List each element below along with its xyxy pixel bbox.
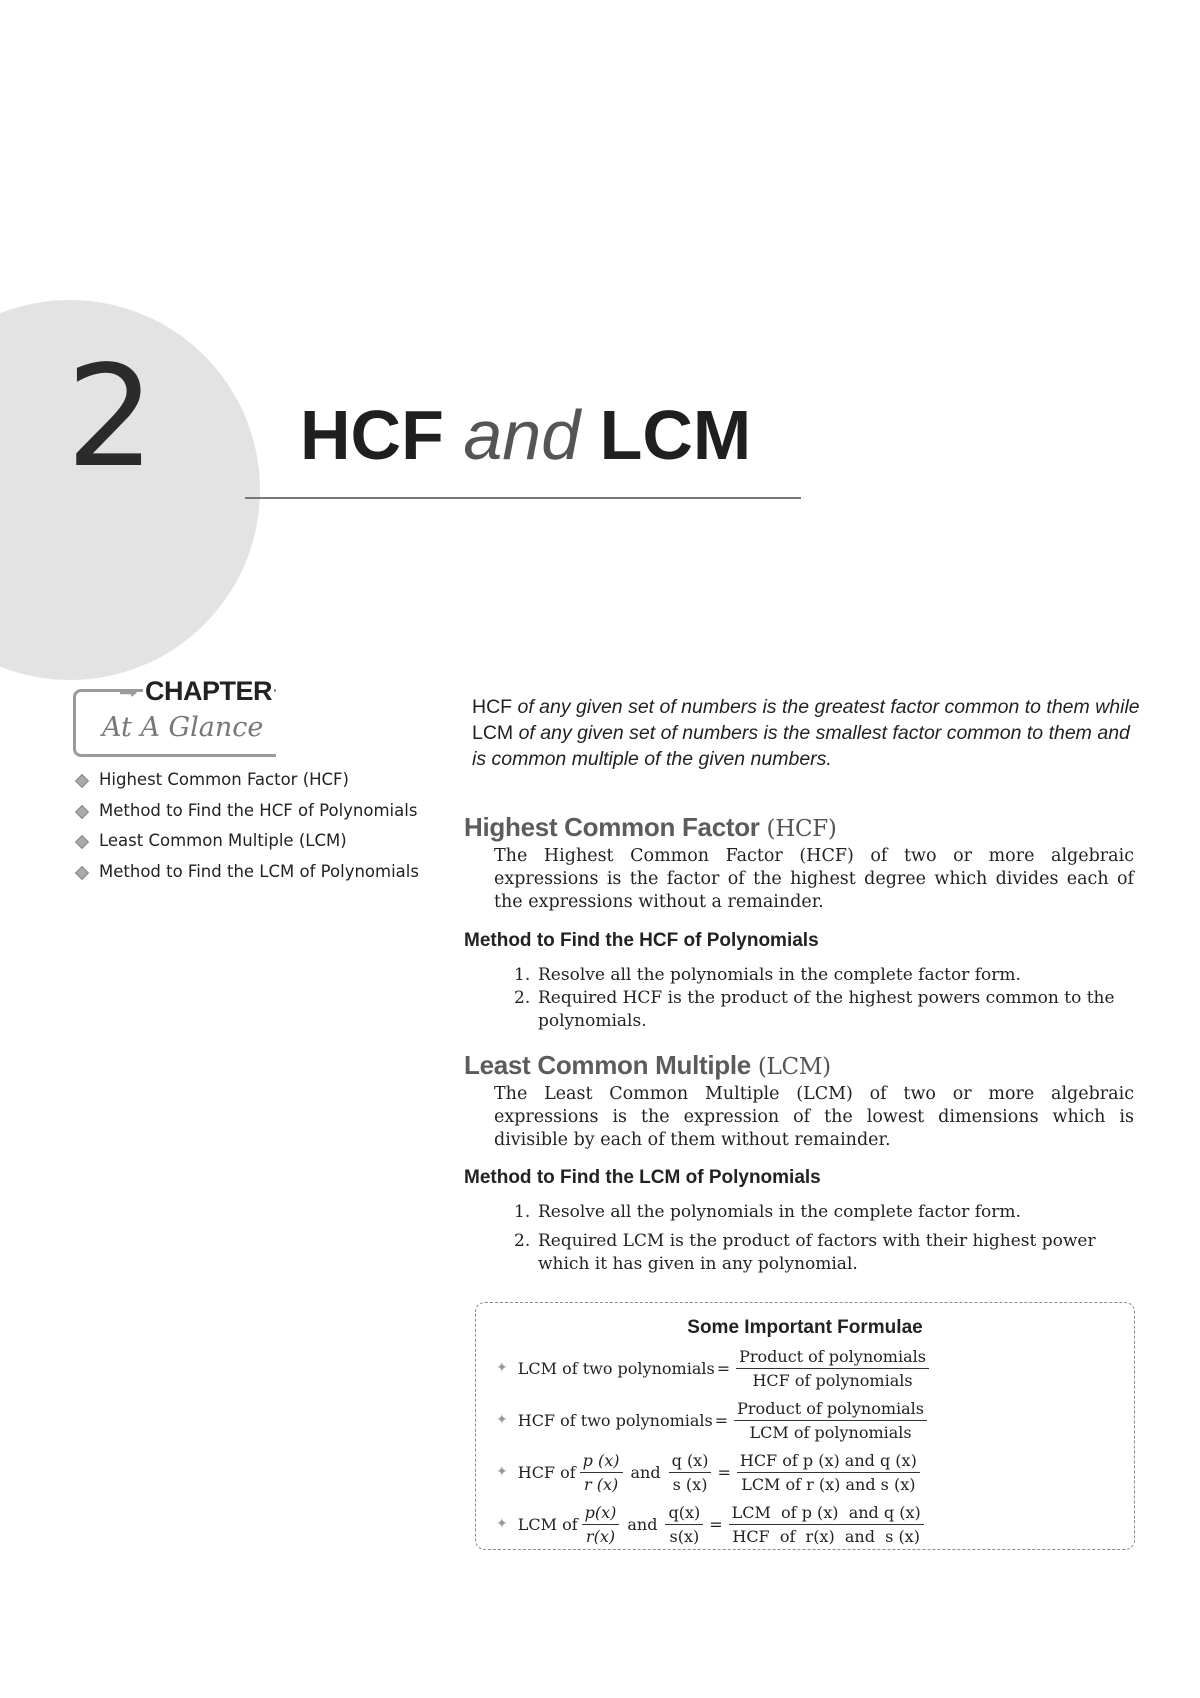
formula-row: [496, 1449, 924, 1495]
list-item: [514, 987, 1136, 1033]
hcf-definition: The Highest Common Factor (HCF) of two or more algebraic expressions is the factor of the highest degree which divides each of the expressions without a remainder.: [494, 846, 1134, 912]
fraction-denominator: LCM of r (x) and s (x): [741, 1474, 916, 1494]
fraction: [580, 1450, 623, 1495]
intro-text-2: of any given set of numbers is the smallest factor common to them and is common multiple of the given numbers.: [472, 722, 1130, 770]
formula-lhs: HCF of two polynomials: [517, 1410, 713, 1430]
glance-list: [74, 770, 419, 892]
fraction: [734, 1398, 927, 1443]
lcm-method-heading: Method to Find the LCM of Polynomials: [464, 1167, 821, 1188]
equals-sign: =: [709, 1514, 723, 1534]
intro-hcf: HCF: [472, 696, 513, 718]
intro-lcm: LCM: [472, 722, 514, 744]
fraction: [736, 1346, 929, 1391]
and-word: and: [627, 1514, 658, 1534]
fraction-denominator: s(x): [669, 1526, 700, 1546]
glance-item: [74, 831, 419, 862]
star-bullet-icon: ✦: [496, 1360, 508, 1376]
equals-sign: =: [717, 1462, 731, 1482]
glance-item-label: Method to Find the LCM of Polynomials: [99, 861, 419, 881]
formula-row: [496, 1397, 931, 1443]
chapter-title-hcf: HCF: [300, 396, 444, 474]
title-underline: [245, 497, 801, 499]
glance-item: [74, 801, 419, 832]
step-number: 2.: [514, 988, 531, 1008]
fraction-denominator: r(x): [585, 1526, 616, 1546]
lcm-definition: The Least Common Multiple (LCM) of two or more algebraic expressions is the expression of the lowest dimensions which is divisible by each of them without remainder.: [494, 1084, 1134, 1150]
step-number: 1.: [514, 1202, 531, 1222]
chapter-title-and: and: [463, 396, 581, 474]
step-text: Resolve all the polynomials in the complete factor form.: [538, 965, 1021, 985]
fraction-numerator: q (x): [669, 1450, 712, 1473]
star-bullet-icon: ✦: [496, 1464, 508, 1480]
glance-item-label: Highest Common Factor (HCF): [99, 770, 349, 789]
fraction: [669, 1450, 712, 1495]
diamond-bullet-icon: [75, 774, 89, 788]
fraction-denominator: r (x): [583, 1474, 619, 1494]
star-bullet-icon: ✦: [496, 1516, 508, 1532]
chapter-title: [300, 396, 752, 474]
formulae-box: [475, 1302, 1135, 1550]
fraction: [582, 1502, 620, 1547]
lcm-heading-abbr: (LCM): [757, 1054, 831, 1080]
formula-lhs: HCF of: [517, 1462, 576, 1482]
list-item: [514, 1230, 1136, 1276]
glance-item: [74, 862, 419, 893]
equals-sign: =: [714, 1410, 729, 1430]
step-text: Resolve all the polynomials in the complete factor form.: [538, 1202, 1021, 1222]
lcm-section-heading: [464, 1050, 831, 1081]
equals-sign: =: [716, 1358, 731, 1378]
formula-row: [496, 1345, 933, 1391]
star-bullet-icon: ✦: [496, 1412, 508, 1428]
fraction-numerator: q(x): [665, 1502, 703, 1525]
lcm-heading-text: Least Common Multiple: [464, 1050, 751, 1080]
glance-item-label: Method to Find the HCF of Polynomials: [99, 800, 418, 820]
and-word: and: [630, 1462, 661, 1482]
lcm-steps-list: [514, 1201, 1136, 1276]
fraction-denominator: HCF of polynomials: [752, 1370, 913, 1390]
formulae-title: Some Important Formulae: [687, 1317, 923, 1338]
step-text: Required LCM is the product of factors with their highest power which it has given in any polynomial.: [538, 1231, 1096, 1274]
fraction-numerator: p(x): [582, 1502, 620, 1525]
fraction: [729, 1502, 924, 1547]
formula-row: [496, 1501, 928, 1547]
arrow-right-icon: [120, 688, 138, 698]
hcf-steps-list: [514, 964, 1136, 1033]
step-number: 2.: [514, 1231, 531, 1251]
intro-text-1: of any given set of numbers is the greatest factor common to them while: [512, 696, 1140, 718]
fraction-numerator: LCM of p (x) and q (x): [729, 1502, 924, 1525]
fraction-numerator: Product of polynomials: [736, 1346, 929, 1369]
glance-item: [74, 770, 419, 801]
diamond-bullet-icon: [75, 865, 89, 879]
hcf-heading-abbr: (HCF): [766, 816, 837, 842]
fraction-numerator: HCF of p (x) and q (x): [737, 1450, 920, 1473]
glance-heading: CHAPTER: [145, 676, 273, 706]
chapter-title-lcm: LCM: [599, 396, 752, 474]
fraction-denominator: HCF of r(x) and s (x): [732, 1526, 920, 1546]
step-text: Required HCF is the product of the highest powers common to the polynomials.: [538, 988, 1115, 1031]
list-item: [514, 964, 1136, 987]
intro-paragraph: [472, 694, 1140, 772]
diamond-bullet-icon: [75, 835, 89, 849]
fraction-numerator: p (x): [580, 1450, 623, 1473]
fraction-denominator: LCM of polynomials: [749, 1422, 912, 1442]
glance-item-label: Least Common Multiple (LCM): [99, 831, 347, 850]
formula-lhs: LCM of two polynomials: [517, 1358, 715, 1378]
hcf-heading-text: Highest Common Factor: [464, 812, 760, 842]
fraction: [737, 1450, 920, 1495]
formula-lhs: LCM of: [517, 1514, 578, 1534]
diamond-bullet-icon: [75, 804, 89, 818]
fraction-numerator: Product of polynomials: [734, 1398, 927, 1421]
hcf-section-heading: [464, 812, 837, 843]
step-number: 1.: [514, 965, 531, 985]
list-item: [514, 1201, 1136, 1224]
glance-subheading: At A Glance: [98, 712, 267, 743]
hcf-method-heading: Method to Find the HCF of Polynomials: [464, 930, 819, 951]
chapter-number: 2: [66, 336, 156, 499]
fraction-denominator: s (x): [672, 1474, 708, 1494]
fraction: [665, 1502, 703, 1547]
